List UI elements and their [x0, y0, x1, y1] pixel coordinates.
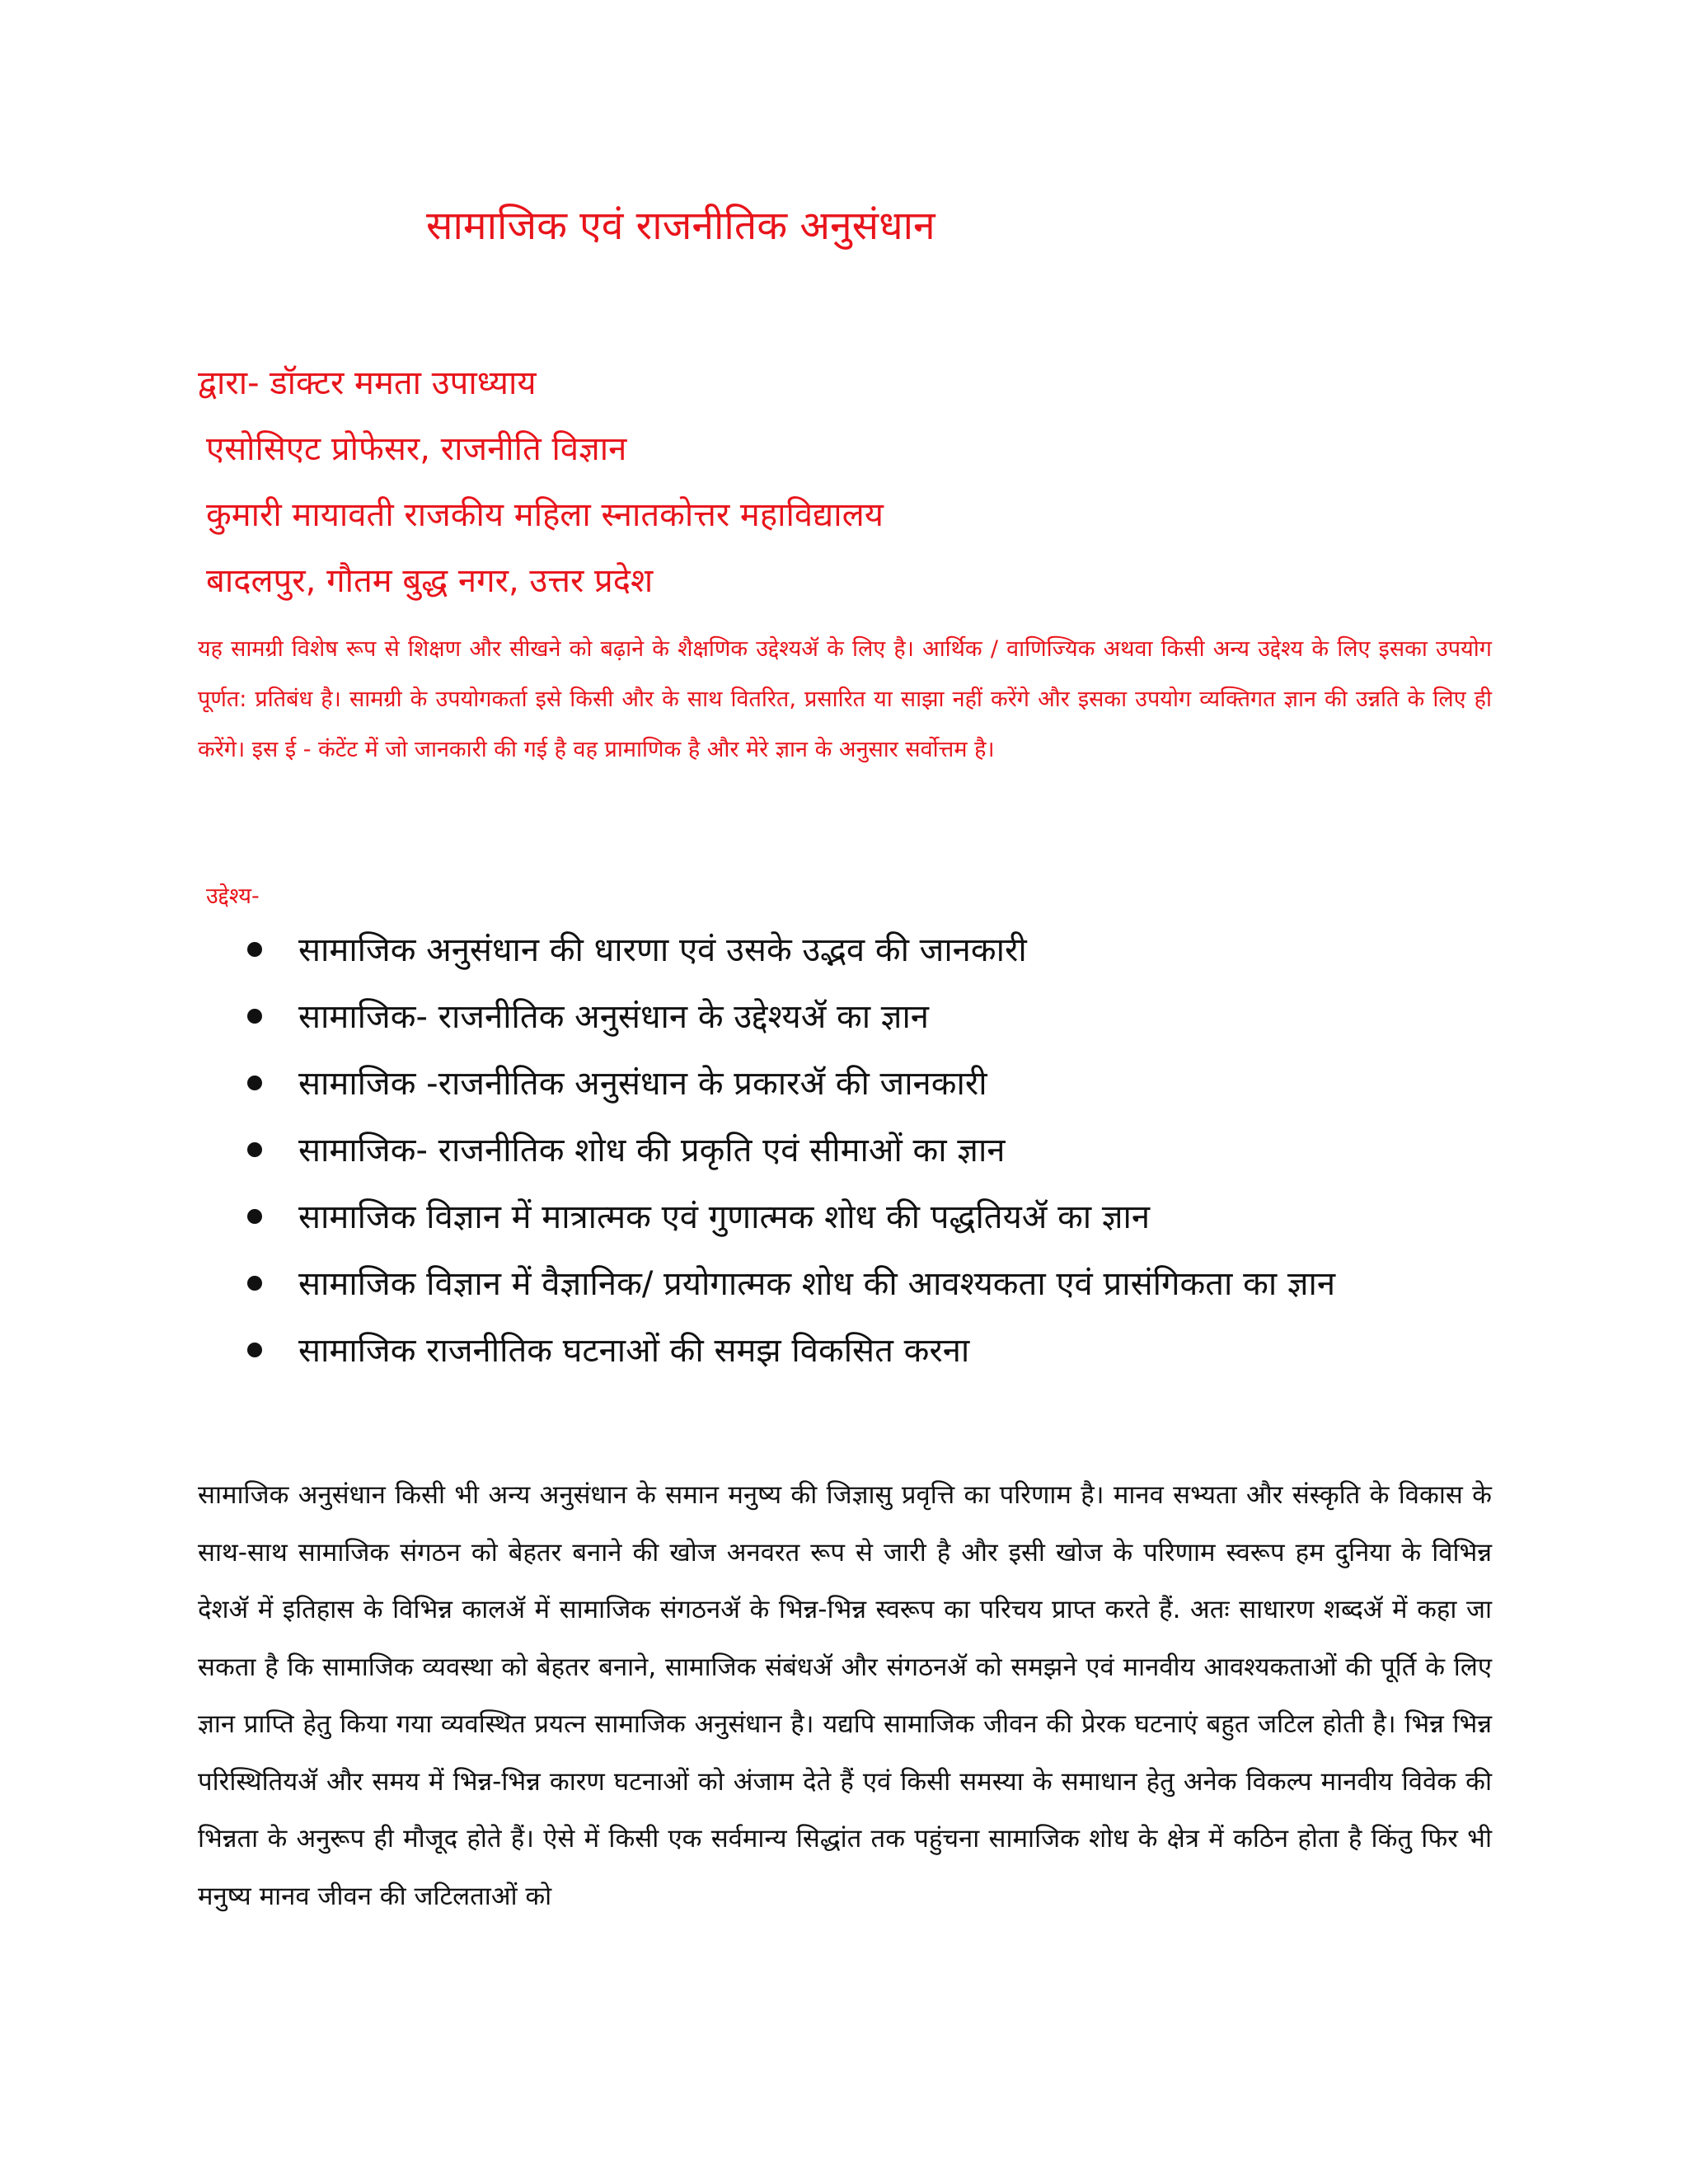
objectives-list	[247, 925, 1335, 1392]
bullet-icon	[247, 942, 262, 957]
bullet-icon	[247, 1343, 262, 1357]
author-name: द्वारा- डॉक्टर ममता उपाध्याय	[198, 364, 537, 402]
document-title: सामाजिक एवं राजनीतिक अनुसंधान	[426, 203, 935, 249]
objective-item	[247, 1258, 1335, 1325]
usage-notice: यह सामग्री विशेष रूप से शिक्षण और सीखने को बढ़ाने के शैक्षणिक उद्देश्यॲ के लिए है। आर्थिक / वाणिज्यिक अथवा किसी अन्य उद्देश्य के लिए इसका उपयोग पूर्णत: प्रतिबंध है। सामग्री के उपयोगकर्ता इसे किसी और के साथ वितरित, प्रसारित या साझा नहीं करेंगे और इसका उपयोग व्यक्तिगत ज्ञान की उन्नति के लिए ही करेंगे। इस ई - कंटेंट में जो जानकारी की गई है वह प्रामाणिक है और मेरे ज्ञान के अनुसार सर्वोत्तम है।	[198, 636, 1492, 762]
objective-text: सामाजिक- राजनीतिक अनुसंधान के उद्देश्यॲ का ज्ञान	[298, 998, 930, 1036]
bullet-icon	[247, 1009, 262, 1024]
objective-text: सामाजिक विज्ञान में मात्रात्मक एवं गुणात्मक शोध की पद्धतियॲ का ज्ञान	[298, 1198, 1151, 1236]
objective-text: सामाजिक- राजनीतिक शोध की प्रकृति एवं सीमाओं का ज्ञान	[298, 1132, 1006, 1169]
bullet-icon	[247, 1276, 262, 1291]
author-location: बादलपुर, गौतम बुद्ध नगर, उत्तर प्रदेश	[206, 562, 654, 600]
objective-item	[247, 991, 1335, 1058]
objective-text: सामाजिक राजनीतिक घटनाओं की समझ विकसित करना	[298, 1332, 970, 1370]
objective-text: सामाजिक अनुसंधान की धारणा एवं उसके उद्भव की जानकारी	[298, 931, 1027, 969]
author-college: कुमारी मायावती राजकीय महिला स्नातकोत्तर महाविद्यालय	[206, 496, 884, 534]
objective-item	[247, 925, 1335, 991]
objective-item	[247, 1325, 1335, 1392]
author-designation: एसोसिएट प्रोफेसर, राजनीति विज्ञान	[206, 430, 627, 468]
bullet-icon	[247, 1142, 262, 1157]
objective-text: सामाजिक विज्ञान में वैज्ञानिक/ प्रयोगात्मक शोध की आवश्यकता एवं प्रासंगिकता का ज्ञान	[298, 1265, 1336, 1303]
objective-item	[247, 1125, 1335, 1192]
bullet-icon	[247, 1076, 262, 1090]
objective-item	[247, 1058, 1335, 1125]
body-paragraph: सामाजिक अनुसंधान किसी भी अन्य अनुसंधान के समान मनुष्य की जिज्ञासु प्रवृत्ति का परिणाम है। मानव सभ्यता और संस्कृति के विकास के साथ-साथ सामाजिक संगठन को बेहतर बनाने की खोज अनवरत रूप से जारी है और इसी खोज के परिणाम स्वरूप हम दुनिया के विभिन्न देशॲ में इतिहास के विभिन्न कालॲ में सामाजिक संगठनॲ के भिन्न-भिन्न स्वरूप का परिचय प्राप्त करते हैं. अतः साधारण शब्दॲ में कहा जा सकता है कि सामाजिक व्यवस्था को बेहतर बनाने, सामाजिक संबंधॲ और संगठनॲ को समझने एवं मानवीय आवश्यकताओं की पूर्ति के लिए ज्ञान प्राप्ति हेतु किया गया व्यवस्थित प्रयत्न सामाजिक अनुसंधान है। यद्यपि सामाजिक जीवन की प्रेरक घटनाएं बहुत जटिल होती है। भिन्न भिन्न परिस्थितियॲ और समय में भिन्न-भिन्न कारण घटनाओं को अंजाम देते हैं एवं किसी समस्या के समाधान हेतु अनेक विकल्प मानवीय विवेक की भिन्नता के अनुरूप ही मौजूद होते हैं। ऐसे में किसी एक सर्वमान्य सिद्धांत तक पहुंचना सामाजिक शोध के क्षेत्र में कठिन होता है किंतु फिर भी मनुष्य मानव जीवन की जटिलताओं को	[198, 1480, 1492, 1911]
objectives-label: उद्देश्य-	[206, 883, 260, 909]
bullet-icon	[247, 1209, 262, 1224]
objective-text: सामाजिक -राजनीतिक अनुसंधान के प्रकारॲ की जानकारी	[298, 1065, 987, 1103]
objective-item	[247, 1192, 1335, 1258]
